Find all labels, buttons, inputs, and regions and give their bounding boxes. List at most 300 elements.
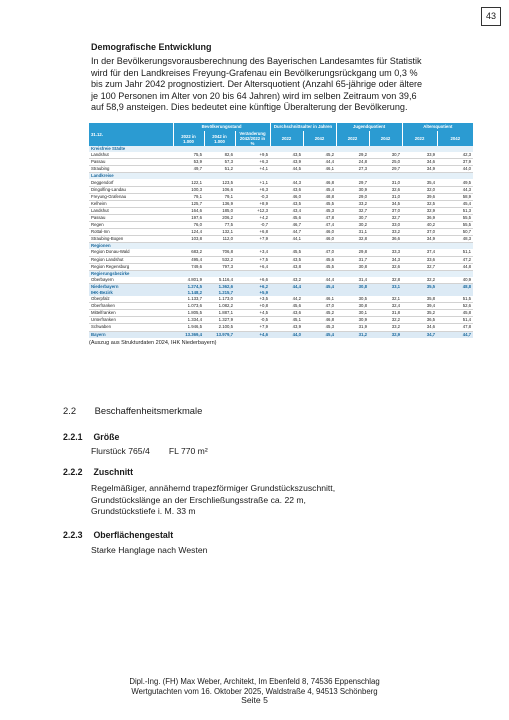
table-cell: 106,6 bbox=[204, 186, 235, 193]
table-cell: 37,9 bbox=[437, 159, 473, 166]
table-cell: 1.082,2 bbox=[204, 303, 235, 310]
table-cell: 1.327,9 bbox=[204, 317, 235, 324]
table-row-label: IHK-Bezirk bbox=[89, 290, 173, 296]
table-row-label: Bayern bbox=[89, 331, 173, 338]
table-section-label: Regionen bbox=[89, 243, 473, 250]
table-cell: 79,1 bbox=[204, 193, 235, 200]
table-cell: 1.946,5 bbox=[173, 324, 204, 331]
table-cell: +4,5 bbox=[235, 310, 270, 317]
table-row-label: Region Landshut bbox=[89, 256, 173, 263]
table-source-note: (Auszug aus Strukturdaten 2024, IHK Niederbayern) bbox=[89, 339, 217, 346]
table-cell: 1.133,7 bbox=[173, 296, 204, 303]
table-cell: 45,2 bbox=[303, 152, 336, 159]
table-cell: 1.215,7 bbox=[204, 290, 235, 296]
section-heading bbox=[63, 405, 202, 416]
table-row bbox=[89, 277, 473, 284]
table-section-label: Regierungsbezirke bbox=[89, 270, 473, 277]
table-cell: 33,2 bbox=[369, 324, 402, 331]
table-cell: 46,0 bbox=[303, 229, 336, 236]
paragraph-line: bis zum Jahr 2042 prognostiziert. Der Altersquotient (Anzahl 65-jährige oder ältere bbox=[91, 79, 423, 89]
table-row-label: Schwaben bbox=[89, 324, 173, 331]
table-cell: 48,8 bbox=[437, 283, 473, 290]
table-cell: 29,7 bbox=[336, 179, 369, 186]
table-cell: 46,0 bbox=[270, 193, 303, 200]
table-row-label: Straubing-Bogen bbox=[89, 236, 173, 243]
table-cell: 44,4 bbox=[270, 283, 303, 290]
paragraph-line: In der Bevölkerungsvorausberechnung des Bayerischen Landesamtes für Statistik bbox=[91, 56, 422, 66]
table-cell: 35,2 bbox=[402, 310, 437, 317]
table-cell: 31,0 bbox=[369, 179, 402, 186]
table-subheader: Veränderung 2042/2022 in % bbox=[235, 131, 270, 146]
table-cell: 1.073,6 bbox=[173, 303, 204, 310]
table-row-label: Niederbayern bbox=[89, 283, 173, 290]
table-cell: 13.979,7 bbox=[204, 331, 235, 338]
table-cell: 36,5 bbox=[402, 317, 437, 324]
table-row-label: Landshut bbox=[89, 152, 173, 159]
table-cell: 45,4 bbox=[303, 186, 336, 193]
table-cell: 29,8 bbox=[336, 249, 369, 256]
table-cell: 35,4 bbox=[402, 179, 437, 186]
table-row-label: Regen bbox=[89, 222, 173, 229]
table-header-age-ratio: Altersquotient bbox=[402, 123, 473, 131]
table-cell: 1.362,6 bbox=[204, 283, 235, 290]
table-cell: 27,3 bbox=[336, 166, 369, 173]
table-cell: 55,5 bbox=[437, 214, 473, 221]
footer-report: Wertgutachten vom 16. Oktober 2025, Waldstraße 4, 94513 Schönberg bbox=[131, 686, 378, 696]
table-cell: 1.274,5 bbox=[173, 283, 204, 290]
table-cell: 79,1 bbox=[173, 193, 204, 200]
table-cell: -0,3 bbox=[235, 193, 270, 200]
subsection-number: 2.2.3 bbox=[63, 530, 83, 540]
table-cell: 39,6 bbox=[402, 193, 437, 200]
table-cell: +6,8 bbox=[235, 229, 270, 236]
table-cell: 45,8 bbox=[437, 310, 473, 317]
table-row-label: Unterfranken bbox=[89, 317, 173, 324]
table-cell: 45,4 bbox=[303, 283, 336, 290]
table-cell: 683,2 bbox=[173, 249, 204, 256]
table-row-label: Deggendorf bbox=[89, 179, 173, 186]
table-cell: +7,9 bbox=[235, 324, 270, 331]
table-cell: 31,2 bbox=[336, 331, 369, 338]
table-cell: 33,2 bbox=[336, 200, 369, 207]
table-cell: 32,2 bbox=[369, 317, 402, 324]
table-cell: 1.805,5 bbox=[173, 310, 204, 317]
table-cell: +9,5 bbox=[235, 152, 270, 159]
table-cell: +7,5 bbox=[235, 256, 270, 263]
table-cell: 52,6 bbox=[437, 303, 473, 310]
table-cell: 29,0 bbox=[336, 193, 369, 200]
table-cell: 45,6 bbox=[303, 256, 336, 263]
table-row bbox=[89, 152, 473, 159]
table-cell: 30,1 bbox=[336, 310, 369, 317]
table-cell: 29,2 bbox=[336, 152, 369, 159]
table-section-label: Kreisfreie Städte bbox=[89, 146, 473, 152]
table-row bbox=[89, 193, 473, 200]
table-cell: 46,1 bbox=[303, 296, 336, 303]
table-cell: 46,7 bbox=[270, 222, 303, 229]
table-header-youth-ratio: Jugendquotient bbox=[336, 123, 402, 131]
table-cell: 47,8 bbox=[303, 214, 336, 221]
table-cell: 29,7 bbox=[369, 166, 402, 173]
table-cell: +4,1 bbox=[235, 166, 270, 173]
table-row-label: Kelheim bbox=[89, 200, 173, 207]
table-cell: +8,9 bbox=[235, 200, 270, 207]
table-cell: 25,0 bbox=[369, 159, 402, 166]
table-cell: 34,5 bbox=[369, 200, 402, 207]
table-cell: +6,3 bbox=[235, 186, 270, 193]
table-cell: +3,4 bbox=[235, 249, 270, 256]
table-cell: 136,9 bbox=[204, 200, 235, 207]
table-cell: 33,2 bbox=[369, 229, 402, 236]
table-cell: 48,3 bbox=[437, 236, 473, 243]
table-cell: 32,9 bbox=[369, 331, 402, 338]
paragraph-line: Flurstück 765/4 FL 770 m² bbox=[91, 446, 208, 456]
table-cell: 46,8 bbox=[303, 179, 336, 186]
table-cell: 44,0 bbox=[437, 166, 473, 173]
table-cell: 45,4 bbox=[437, 200, 473, 207]
table-cell: 1.173,0 bbox=[204, 296, 235, 303]
table-cell: 36,6 bbox=[369, 236, 402, 243]
table-cell: 185,0 bbox=[204, 207, 235, 214]
table-cell: 32,9 bbox=[402, 207, 437, 214]
table-section-row bbox=[89, 243, 473, 250]
table-cell: 797,3 bbox=[204, 263, 235, 270]
subsection-number: 2.2.1 bbox=[63, 432, 83, 442]
table-row bbox=[89, 310, 473, 317]
section-title: Beschaffenheitsmerkmale bbox=[94, 405, 203, 416]
table-cell: 43,9 bbox=[270, 159, 303, 166]
table-cell: +3,5 bbox=[235, 296, 270, 303]
table-row bbox=[89, 317, 473, 324]
table-row-label: Passau bbox=[89, 159, 173, 166]
table-cell: 24,8 bbox=[336, 159, 369, 166]
population-table-body bbox=[89, 146, 473, 338]
table-cell: 49,7 bbox=[173, 166, 204, 173]
table-cell: 124,4 bbox=[173, 229, 204, 236]
table-cell: 44,3 bbox=[270, 179, 303, 186]
table-cell: 33,9 bbox=[402, 152, 437, 159]
table-row bbox=[89, 207, 473, 214]
table-cell: +6,4 bbox=[235, 263, 270, 270]
table-cell: -0,5 bbox=[235, 317, 270, 324]
table-row bbox=[89, 324, 473, 331]
table-cell: 32,6 bbox=[369, 186, 402, 193]
table-cell: 44,7 bbox=[270, 229, 303, 236]
table-total-row bbox=[89, 283, 473, 290]
table-cell: 34,9 bbox=[402, 166, 437, 173]
size-text bbox=[91, 446, 208, 458]
table-cell: 45,5 bbox=[303, 263, 336, 270]
table-header-row bbox=[89, 123, 473, 131]
table-cell: 132,1 bbox=[204, 229, 235, 236]
table-row-label: Region Donau-Wald bbox=[89, 249, 173, 256]
table-cell: 33,3 bbox=[369, 249, 402, 256]
table-subheader: 2022 in 1.000 bbox=[173, 131, 204, 146]
table-cell: +12,3 bbox=[235, 207, 270, 214]
table-cell: +0,8 bbox=[235, 303, 270, 310]
paragraph-line: auf 58,9 ansteigen. Dies bedeutet eine künftige Überalterung der Bevölkerung. bbox=[91, 102, 408, 112]
table-cell: 125,7 bbox=[173, 200, 204, 207]
table-cell: 37,4 bbox=[402, 249, 437, 256]
table-cell: 45,5 bbox=[303, 200, 336, 207]
table-row bbox=[89, 166, 473, 173]
table-cell: 30,2 bbox=[336, 222, 369, 229]
table-cell: 51,4 bbox=[437, 317, 473, 324]
table-row bbox=[89, 249, 473, 256]
table-cell: 47,4 bbox=[303, 222, 336, 229]
paragraph-line: je 100 Personen im Alter von 20 bis 64 Jahren) wird im selben Zeitraum von 39,6 bbox=[91, 90, 417, 101]
table-cell: 4.801,9 bbox=[173, 277, 204, 284]
table-row-label: Rottal-Inn bbox=[89, 229, 173, 236]
table-cell: 31,1 bbox=[336, 229, 369, 236]
table-row-label: Straubing bbox=[89, 166, 173, 173]
table-cell: 32,0 bbox=[402, 186, 437, 193]
table-header-date: 31.12. bbox=[89, 123, 173, 146]
subsection-title: Größe bbox=[93, 432, 120, 442]
table-cell: 49,5 bbox=[437, 179, 473, 186]
page-number-box: 43 bbox=[481, 7, 501, 26]
shape-text bbox=[91, 483, 335, 518]
table-cell: 32,7 bbox=[402, 263, 437, 270]
table-subheader: 2042 in 1.000 bbox=[204, 131, 235, 146]
table-row-label: Mittelfranken bbox=[89, 310, 173, 317]
table-cell: 31,7 bbox=[336, 256, 369, 263]
table-row bbox=[89, 236, 473, 243]
table-cell: 43,6 bbox=[270, 186, 303, 193]
table-row-label: Oberbayern bbox=[89, 277, 173, 284]
table-row-label: Freyung-Grafenau bbox=[89, 193, 173, 200]
population-table-container bbox=[89, 123, 473, 346]
table-cell: 495,4 bbox=[173, 256, 204, 263]
table-cell: 40,9 bbox=[437, 277, 473, 284]
paragraph-line: wird für den Landkreises Freyung-Grafenau ein Bevölkerungsrückgang um 0,3 % bbox=[91, 67, 418, 78]
table-row-label: Landshut bbox=[89, 207, 173, 214]
table-cell: 32,7 bbox=[369, 214, 402, 221]
table-header-avg-age: Durchschnittsalter in Jahren bbox=[270, 123, 336, 131]
table-row-label: Oberfranken bbox=[89, 303, 173, 310]
table-row-label: Passau bbox=[89, 214, 173, 221]
table-cell: +6,6 bbox=[235, 277, 270, 284]
table-cell: 32,8 bbox=[336, 236, 369, 243]
table-cell: 13.369,4 bbox=[173, 331, 204, 338]
table-cell: 43,5 bbox=[270, 200, 303, 207]
table-cell: 44,1 bbox=[270, 236, 303, 243]
table-cell: 35,5 bbox=[402, 283, 437, 290]
table-row bbox=[89, 222, 473, 229]
table-cell: 32,8 bbox=[369, 277, 402, 284]
table-cell: 31,8 bbox=[369, 310, 402, 317]
table-cell: 30,7 bbox=[369, 152, 402, 159]
table-cell: 749,6 bbox=[173, 263, 204, 270]
demography-paragraph bbox=[91, 56, 463, 114]
table-cell: 45,4 bbox=[303, 331, 336, 338]
table-cell: +6,3 bbox=[235, 159, 270, 166]
table-cell: 40,2 bbox=[402, 222, 437, 229]
table-cell: 48,8 bbox=[303, 193, 336, 200]
table-cell: 45,3 bbox=[303, 324, 336, 331]
paragraph-line: Regelmäßiger, annähernd trapezförmiger Grundstückszuschnitt, bbox=[91, 483, 336, 493]
table-cell: 532,2 bbox=[204, 256, 235, 263]
table-row bbox=[89, 186, 473, 193]
table-cell: 122,1 bbox=[173, 179, 204, 186]
table-cell: 33,0 bbox=[369, 222, 402, 229]
table-cell: +4,6 bbox=[235, 331, 270, 338]
paragraph-line: Starke Hanglage nach Westen bbox=[91, 545, 208, 555]
table-cell: 51,1 bbox=[437, 249, 473, 256]
table-subheader: 2022 bbox=[336, 131, 369, 146]
table-cell: 206,2 bbox=[204, 214, 235, 221]
footer-author: Dipl.-Ing. (FH) Max Weber, Architekt, Im Ebenfeld 8, 74536 Eppenschlag bbox=[129, 677, 380, 686]
table-cell: 51,2 bbox=[204, 166, 235, 173]
table-cell: 37,0 bbox=[402, 229, 437, 236]
table-cell: +5,9 bbox=[235, 290, 270, 296]
table-cell: 75,5 bbox=[173, 152, 204, 159]
table-subheader: 2022 bbox=[402, 131, 437, 146]
table-cell: 100,3 bbox=[173, 186, 204, 193]
table-cell: 46,8 bbox=[303, 317, 336, 324]
table-cell: 35,8 bbox=[402, 296, 437, 303]
table-cell: 30,9 bbox=[336, 317, 369, 324]
table-cell: 103,8 bbox=[173, 236, 204, 243]
table-subheader: 2042 bbox=[369, 131, 402, 146]
table-cell: 44,8 bbox=[437, 263, 473, 270]
table-cell: +4,2 bbox=[235, 214, 270, 221]
table-cell: 44,3 bbox=[437, 186, 473, 193]
paragraph-line: Grundstückstiefe i. M. 33 m bbox=[91, 506, 196, 516]
table-cell: 76,0 bbox=[173, 222, 204, 229]
table-row bbox=[89, 303, 473, 310]
table-cell: 51,3 bbox=[437, 207, 473, 214]
subsection-heading-size bbox=[63, 432, 119, 442]
table-cell: 34,6 bbox=[402, 159, 437, 166]
page-footer bbox=[0, 677, 509, 706]
table-cell: 47,0 bbox=[303, 303, 336, 310]
table-cell: +7,9 bbox=[235, 236, 270, 243]
subsection-heading-shape bbox=[63, 467, 133, 477]
table-row bbox=[89, 214, 473, 221]
table-cell: 43,9 bbox=[270, 324, 303, 331]
table-row-label: Region Regensburg bbox=[89, 263, 173, 270]
table-cell: 43,5 bbox=[270, 256, 303, 263]
table-cell: 58,9 bbox=[437, 193, 473, 200]
table-cell: 30,8 bbox=[336, 303, 369, 310]
table-cell: 32,7 bbox=[336, 207, 369, 214]
table-cell: 43,4 bbox=[270, 207, 303, 214]
table-cell: 30,8 bbox=[336, 263, 369, 270]
table-cell: 42,3 bbox=[437, 152, 473, 159]
table-cell: 45,6 bbox=[270, 303, 303, 310]
table-row bbox=[89, 263, 473, 270]
table-cell: 45,6 bbox=[270, 214, 303, 221]
table-cell: 39,4 bbox=[402, 303, 437, 310]
table-cell: 33,6 bbox=[402, 256, 437, 263]
table-cell: 82,6 bbox=[204, 152, 235, 159]
table-section-row bbox=[89, 173, 473, 180]
table-cell: 34,6 bbox=[402, 324, 437, 331]
table-cell: 112,0 bbox=[204, 236, 235, 243]
table-cell: 36,9 bbox=[402, 214, 437, 221]
table-cell: 30,8 bbox=[336, 283, 369, 290]
table-cell: 1.334,4 bbox=[173, 317, 204, 324]
table-cell: 44,2 bbox=[270, 296, 303, 303]
table-cell: 123,5 bbox=[204, 179, 235, 186]
table-cell: 32,1 bbox=[369, 296, 402, 303]
table-cell: 45,2 bbox=[303, 310, 336, 317]
table-cell: 46,0 bbox=[303, 236, 336, 243]
table-cell: 32,6 bbox=[369, 263, 402, 270]
table-cell: 706,8 bbox=[204, 249, 235, 256]
table-cell: 2.100,5 bbox=[204, 324, 235, 331]
footer-page-number: Seite 5 bbox=[241, 695, 268, 705]
table-total-row bbox=[89, 331, 473, 338]
table-cell: 50,7 bbox=[437, 229, 473, 236]
surface-text bbox=[91, 545, 207, 557]
table-cell: 43,5 bbox=[270, 152, 303, 159]
population-table bbox=[89, 123, 473, 338]
table-row-label: Dingolfing-Landau bbox=[89, 186, 173, 193]
table-cell: 31,9 bbox=[336, 324, 369, 331]
table-cell: 46,1 bbox=[303, 166, 336, 173]
table-cell: 37,0 bbox=[369, 207, 402, 214]
demography-heading: Demografische Entwicklung bbox=[91, 42, 212, 52]
table-cell: 43,6 bbox=[270, 310, 303, 317]
table-cell: 44,5 bbox=[270, 166, 303, 173]
table-cell: 31,4 bbox=[336, 277, 369, 284]
table-cell: 55,5 bbox=[437, 222, 473, 229]
table-row bbox=[89, 159, 473, 166]
table-cell: 5.116,4 bbox=[204, 277, 235, 284]
table-cell: 34,9 bbox=[402, 236, 437, 243]
table-cell: 77,5 bbox=[204, 222, 235, 229]
table-row bbox=[89, 229, 473, 236]
table-cell: 30,7 bbox=[336, 214, 369, 221]
table-cell: 32,4 bbox=[369, 303, 402, 310]
table-cell: +1,1 bbox=[235, 179, 270, 186]
table-header-population: Bevölkerungsstand bbox=[173, 123, 270, 131]
table-cell: -0,7 bbox=[235, 222, 270, 229]
subsection-title: Zuschnitt bbox=[93, 467, 134, 477]
table-cell: 43,8 bbox=[270, 263, 303, 270]
table-cell: 53,9 bbox=[173, 159, 204, 166]
table-cell: 32,2 bbox=[402, 277, 437, 284]
table-cell: 47,0 bbox=[303, 249, 336, 256]
subsection-number: 2.2.2 bbox=[63, 467, 83, 477]
table-section-row bbox=[89, 270, 473, 277]
paragraph-line: Grundstückslänge an der Erschließungsstraße ca. 22 m, bbox=[91, 494, 306, 505]
table-section-label: Landkreise bbox=[89, 173, 473, 180]
table-cell: 57,3 bbox=[204, 159, 235, 166]
table-cell: 34,7 bbox=[402, 331, 437, 338]
table-subheader: 2042 bbox=[303, 131, 336, 146]
subsection-title: Oberflächengestalt bbox=[93, 530, 174, 540]
table-row bbox=[89, 256, 473, 263]
table-cell: 51,5 bbox=[437, 296, 473, 303]
table-cell: 43,2 bbox=[270, 277, 303, 284]
table-subheader: 2022 bbox=[270, 131, 303, 146]
table-cell: 32,5 bbox=[402, 200, 437, 207]
table-cell: 47,2 bbox=[437, 256, 473, 263]
table-row bbox=[89, 179, 473, 186]
table-cell: 197,6 bbox=[173, 214, 204, 221]
table-cell: 31,0 bbox=[369, 193, 402, 200]
table-cell: 33,1 bbox=[369, 283, 402, 290]
table-cell: 30,5 bbox=[336, 296, 369, 303]
table-cell: 45,1 bbox=[270, 317, 303, 324]
table-row bbox=[89, 200, 473, 207]
section-number: 2.2 bbox=[63, 405, 77, 416]
subsection-heading-surface bbox=[63, 530, 173, 540]
table-cell: 44,4 bbox=[303, 277, 336, 284]
